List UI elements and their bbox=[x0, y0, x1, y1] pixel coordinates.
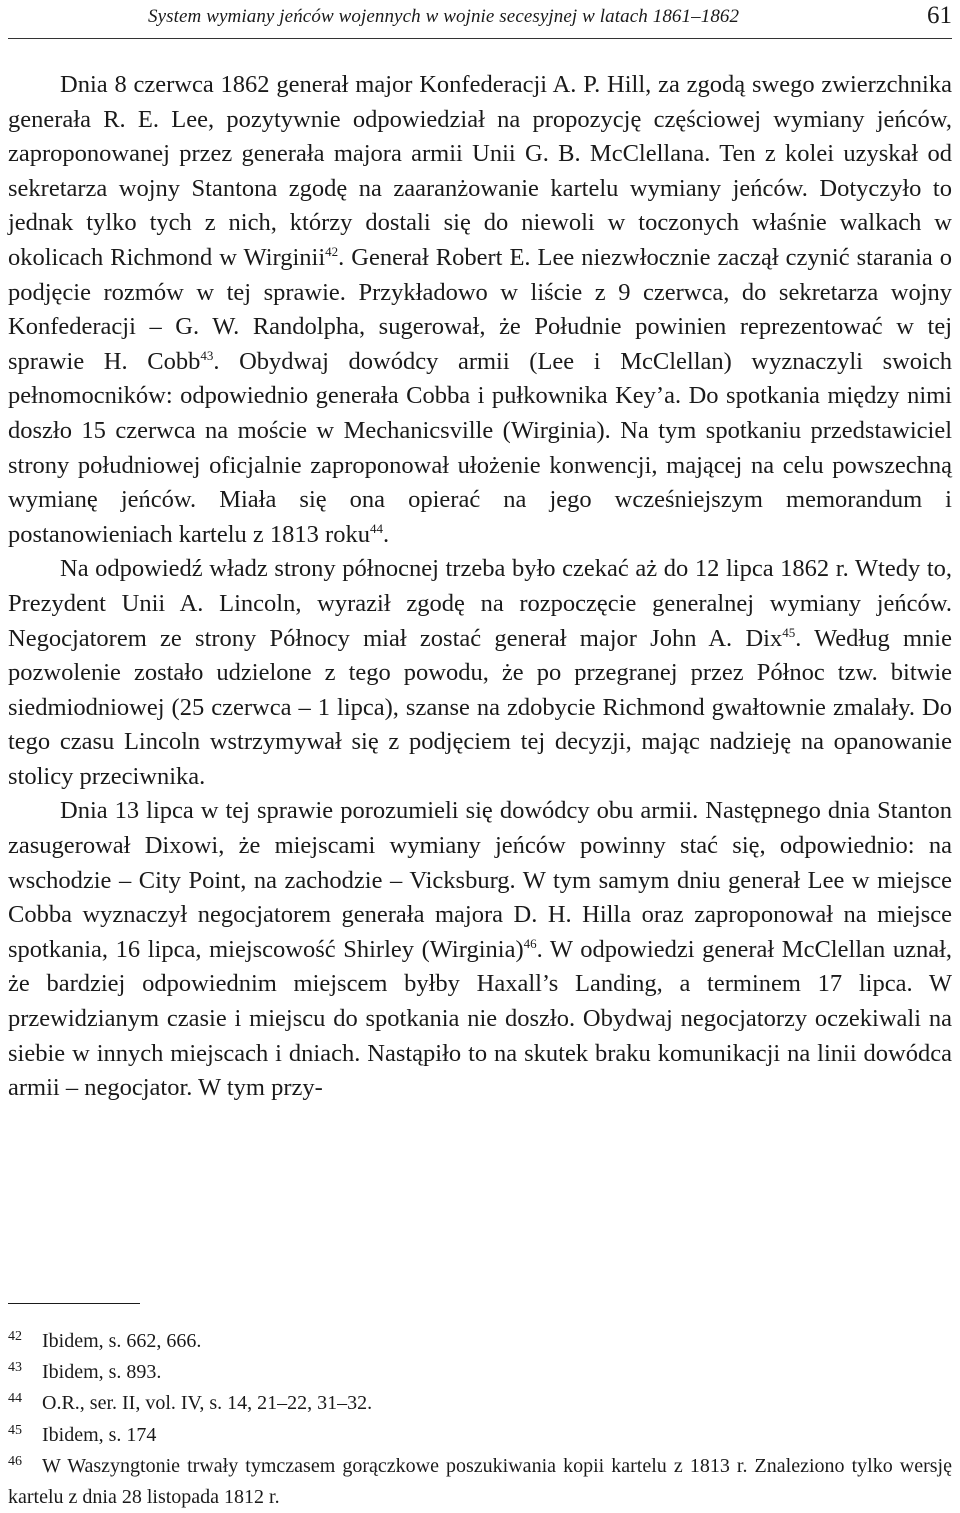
text-segment: . Generał Robert E. Lee niezwłocznie zaczął czynić starania o podjęcie rozmów w tej sprawie. Przykładowo w liście z 9 czerwca, do sekretarza wojny Konfederacji – G. W. Randolpha, sugerował, że Południe powinien reprezentować w tej sprawie H. Cobb bbox=[8, 243, 952, 375]
footnote-reference: 45 bbox=[782, 624, 796, 640]
footnote bbox=[8, 1451, 952, 1513]
text-segment: . W odpowiedzi generał McClellan uznał, że bardziej odpowiednim miejscem byłby Haxall’s Landing, a terminem 17 lipca. W przewidzianym czasie i miejscu do spotkania nie doszło. Obydwaj negocjatorzy oczekiwali na siebie w innych miejscach i dniach. Nastąpiło to na skutek braku komunikacji na linii dowódca armii – negocjator. W tym przy- bbox=[8, 935, 953, 1102]
footnote-text: O.R., ser. II, vol. IV, s. 14, 21–22, 31–32. bbox=[42, 1392, 373, 1415]
footnote bbox=[8, 1326, 952, 1357]
text-segment: Dnia 8 czerwca 1862 generał major Konfederacji A. P. Hill, za zgodą swego zwierzchnika generała R. E. Lee, pozytywnie odpowiedział na propozycję częściowej wymiany jeńców, zaproponowanej przez generała majora armii Unii G. B. McClellana. Ten z kolei uzyskał od sekretarza wojny Stantona zgodę na zaaranżowanie kartelu wymiany jeńców. Dotyczyło to jednak tylko tych z nich, którzy dostali się do niewoli w toczonych właśnie walkach w okolicach Richmond w Wirginii bbox=[8, 71, 952, 271]
text-segment: . Według mnie pozwolenie zostało udzielone z tego powodu, że po przegranej przez Północ tzw. bitwie siedmiodniowej (25 czerwca – 1 lipca), szanse na zdobycie Richmond gwałtownie zmalały. Do tego czasu Lincoln wstrzymywał się z podjęciem tej decyzji, mając nadzieję na opanowanie stolicy przeciwnika. bbox=[8, 624, 952, 790]
footnote-reference: 46 bbox=[523, 935, 537, 951]
text-segment: Dnia 13 lipca w tej sprawie porozumieli się dowódcy obu armii. Następnego dnia Stanton zasugerował Dixowi, że miejscami wymiany jeńców powinny stać się, odpowiednio: na wschodzie – City Point, na zachodzie – Vicksburg. W tym samym dniu generał Lee w miejsce Cobba wyznaczył negocjatorem generała majora D. H. Hilla oraz zaproponował na miejsce spotkania, 16 lipca, miejscowość Shirley (Wirginia) bbox=[8, 797, 952, 963]
footnote-number: 46 bbox=[8, 1453, 22, 1469]
footnote-number: 45 bbox=[8, 1422, 22, 1438]
footnote-separator bbox=[8, 1303, 140, 1304]
footnote bbox=[8, 1388, 952, 1419]
footnote-number: 42 bbox=[8, 1329, 22, 1344]
page-number: 61 bbox=[927, 2, 952, 29]
paragraph bbox=[8, 794, 952, 1105]
text-segment: . Obydwaj dowódcy armii (Lee i McClellan) wyznaczyli swoich pełnomocników: odpowiednio generała Cobba i pułkownika Key’a. Do spotkania między nimi doszło 15 czerwca na moście w Mechanicsville (Wirginia). Na tym spotkaniu przedstawiciel strony południowej oficjalnie zaproponował ułożenie konwencji, mającej na celu powszechną wymianę jeńców. Miała się ona opierać na jego wcześniejszym memorandum i postanowieniach kartelu z 1813 roku bbox=[8, 347, 952, 548]
body-text bbox=[8, 68, 952, 1106]
text-segment: Na odpowiedź władz strony północnej trzeba było czekać aż do 12 lipca 1862 r. Wtedy to, Prezydent Unii A. Lincoln, wyraził zgodę na rozpoczęcie generalnej wymiany jeńców. Negocjatorem ze strony Północy miał zostać generał major John A. Dix bbox=[8, 555, 952, 652]
footnote-number: 44 bbox=[8, 1391, 22, 1407]
paragraph bbox=[8, 68, 952, 552]
footnote-reference: 42 bbox=[325, 243, 339, 259]
footnote bbox=[8, 1420, 952, 1451]
running-title: System wymiany jeńców wojennych w wojnie secesyjnej w latach 1861–1862 bbox=[148, 6, 740, 27]
text-segment: . bbox=[382, 520, 390, 548]
footnote-text: W Waszyngtonie trwały tymczasem gorączkowe poszukiwania kopii kartelu z 1813 r. Znaleziono tylko wersję kartelu z dnia 28 listopada 1812 r. bbox=[8, 1454, 952, 1509]
footnote-text: Ibidem, s. 174 bbox=[42, 1423, 157, 1446]
footnote-reference: 44 bbox=[369, 520, 383, 536]
footnote bbox=[8, 1357, 952, 1388]
footnote-reference: 43 bbox=[200, 347, 214, 363]
page-header bbox=[8, 0, 952, 39]
footnote-text: Ibidem, s. 662, 666. bbox=[42, 1330, 202, 1352]
footnotes bbox=[8, 1326, 952, 1513]
footnote-text: Ibidem, s. 893. bbox=[42, 1361, 162, 1384]
footnote-number: 43 bbox=[8, 1360, 22, 1376]
paragraph bbox=[8, 552, 952, 794]
